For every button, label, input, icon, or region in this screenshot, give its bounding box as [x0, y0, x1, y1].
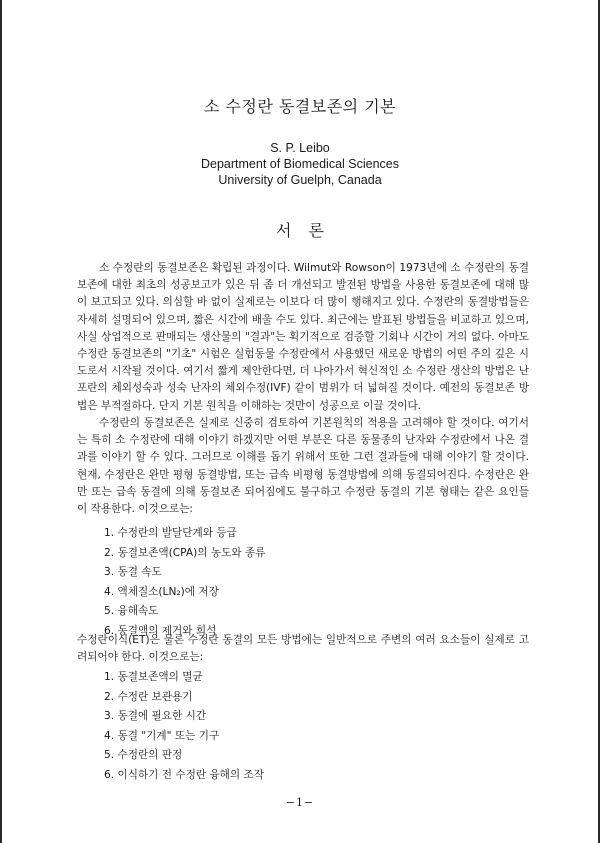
paragraph-text: 소 수정란의 동결보존은 확립된 과정이다. Wilmut와 Rowson이 1973년에 소 수정란의 동결보존에 대한 최초의 성공보고가 있은 뒤 좀 더 개선되고 발전된 방법을 사용한 동결보존에 대해 많이 보고되고 있다. 의심할 바 없이 실제로는 이보다 더 많이 행해지고 있다. 수정란의 동결방법들은 자세히 설명되어 있으며, 짧은 시간에 배울 수도 있다. 최근에는 발표된 방법들을 비교하고 있으며, 사실 상업적으로 판매되는 생산물의 "결과"는 획기적으로 검증할 기회나 시간이 거의 없다. 아마도 수정란 동결보존의 "기초" 시험은 실험동물 수정란에서 사용했던 새로운 방법의 어떤 주의 깊은 시도로서 시작될 것이다. 여기서 짧게 제안한다면, 더 나아가서 혁신적인 소 수정란 생산의 방법은 난포란의 체외성숙과 성숙 난자의 체외수정(IVF) 같이 범위가 더 넓혀질 것이다. 예전의 동결보존 방법은 부적절하다. 단지 기본 원칙을 이해하는 것만이 성공으로 이끌 것이다. — [77, 262, 529, 412]
list-item: 4. 동결 "기계" 또는 기구 — [104, 729, 220, 742]
factor-list — [104, 524, 265, 641]
document-title: 소 수정란 동결보존의 기본 — [203, 97, 397, 116]
paragraph-text: 수정란의 동결보존은 실제로 신중히 검토하여 기본원칙의 적용을 고려해야 할 것이다. 여기서는 특히 소 수정란에 대해 이야기 하겠지만 어떤 부분은 다른 동물종의 난자와 수정란에서 나온 결과를 이야기 할 수 있다. 그러므로 이해를 돕기 위해서 또한 그런 결과들에 대해 이야기 할 것이다. 현재, 수정란은 완만 평형 동결방법, 또는 급속 비평형 동결방법에 의해 동결되어진다. 수정란은 완만 또는 급속 동결에 의해 동결보존 되어짐에도 불구하고 수정란 동결의 기본 형태는 같은 요인들이 작용한다. 이것으로는: — [77, 417, 529, 516]
intro-paragraph-3 — [77, 632, 529, 666]
section-title: 서 론 — [276, 221, 324, 240]
list-item: 2. 수정란 보관용기 — [104, 690, 193, 703]
page-number: −1− — [285, 796, 315, 809]
list-item: 2. 동결보존액(CPA)의 농도와 종류 — [104, 546, 266, 559]
list-item: 3. 동결 속도 — [104, 566, 162, 578]
list-item: 5. 수정란의 판정 — [104, 749, 183, 761]
list-item: 4. 액체질소(LN₂)에 저장 — [104, 585, 219, 598]
paragraph-text: 수정란이식(ET)은 물론 수정란 동결의 모든 방법에는 일반적으로 주변의 여러 요소들이 실제로 고려되어야 한다. 이것으로는: — [77, 634, 529, 664]
list-item: 6. 이식하기 전 수정란 융해의 조작 — [104, 768, 264, 781]
scan-edge-left — [0, 0, 2, 843]
intro-paragraph-1 — [77, 260, 529, 415]
author-university: University of Guelph, Canada — [218, 173, 382, 187]
author-department: Department of Biomedical Sciences — [200, 157, 399, 171]
intro-paragraph-2 — [77, 415, 529, 518]
list-item: 1. 수정란의 발달단계와 등급 — [104, 527, 237, 539]
consideration-list — [104, 668, 264, 785]
list-item: 1. 동결보존액의 멸균 — [104, 671, 203, 683]
author-name: S. P. Leibo — [270, 141, 330, 155]
list-item: 3. 동결에 필요한 시간 — [104, 710, 207, 722]
list-item: 6. 동결액의 제거와 희석 — [104, 624, 217, 637]
list-item: 5. 융해속도 — [104, 605, 159, 617]
author-block — [0, 140, 600, 188]
